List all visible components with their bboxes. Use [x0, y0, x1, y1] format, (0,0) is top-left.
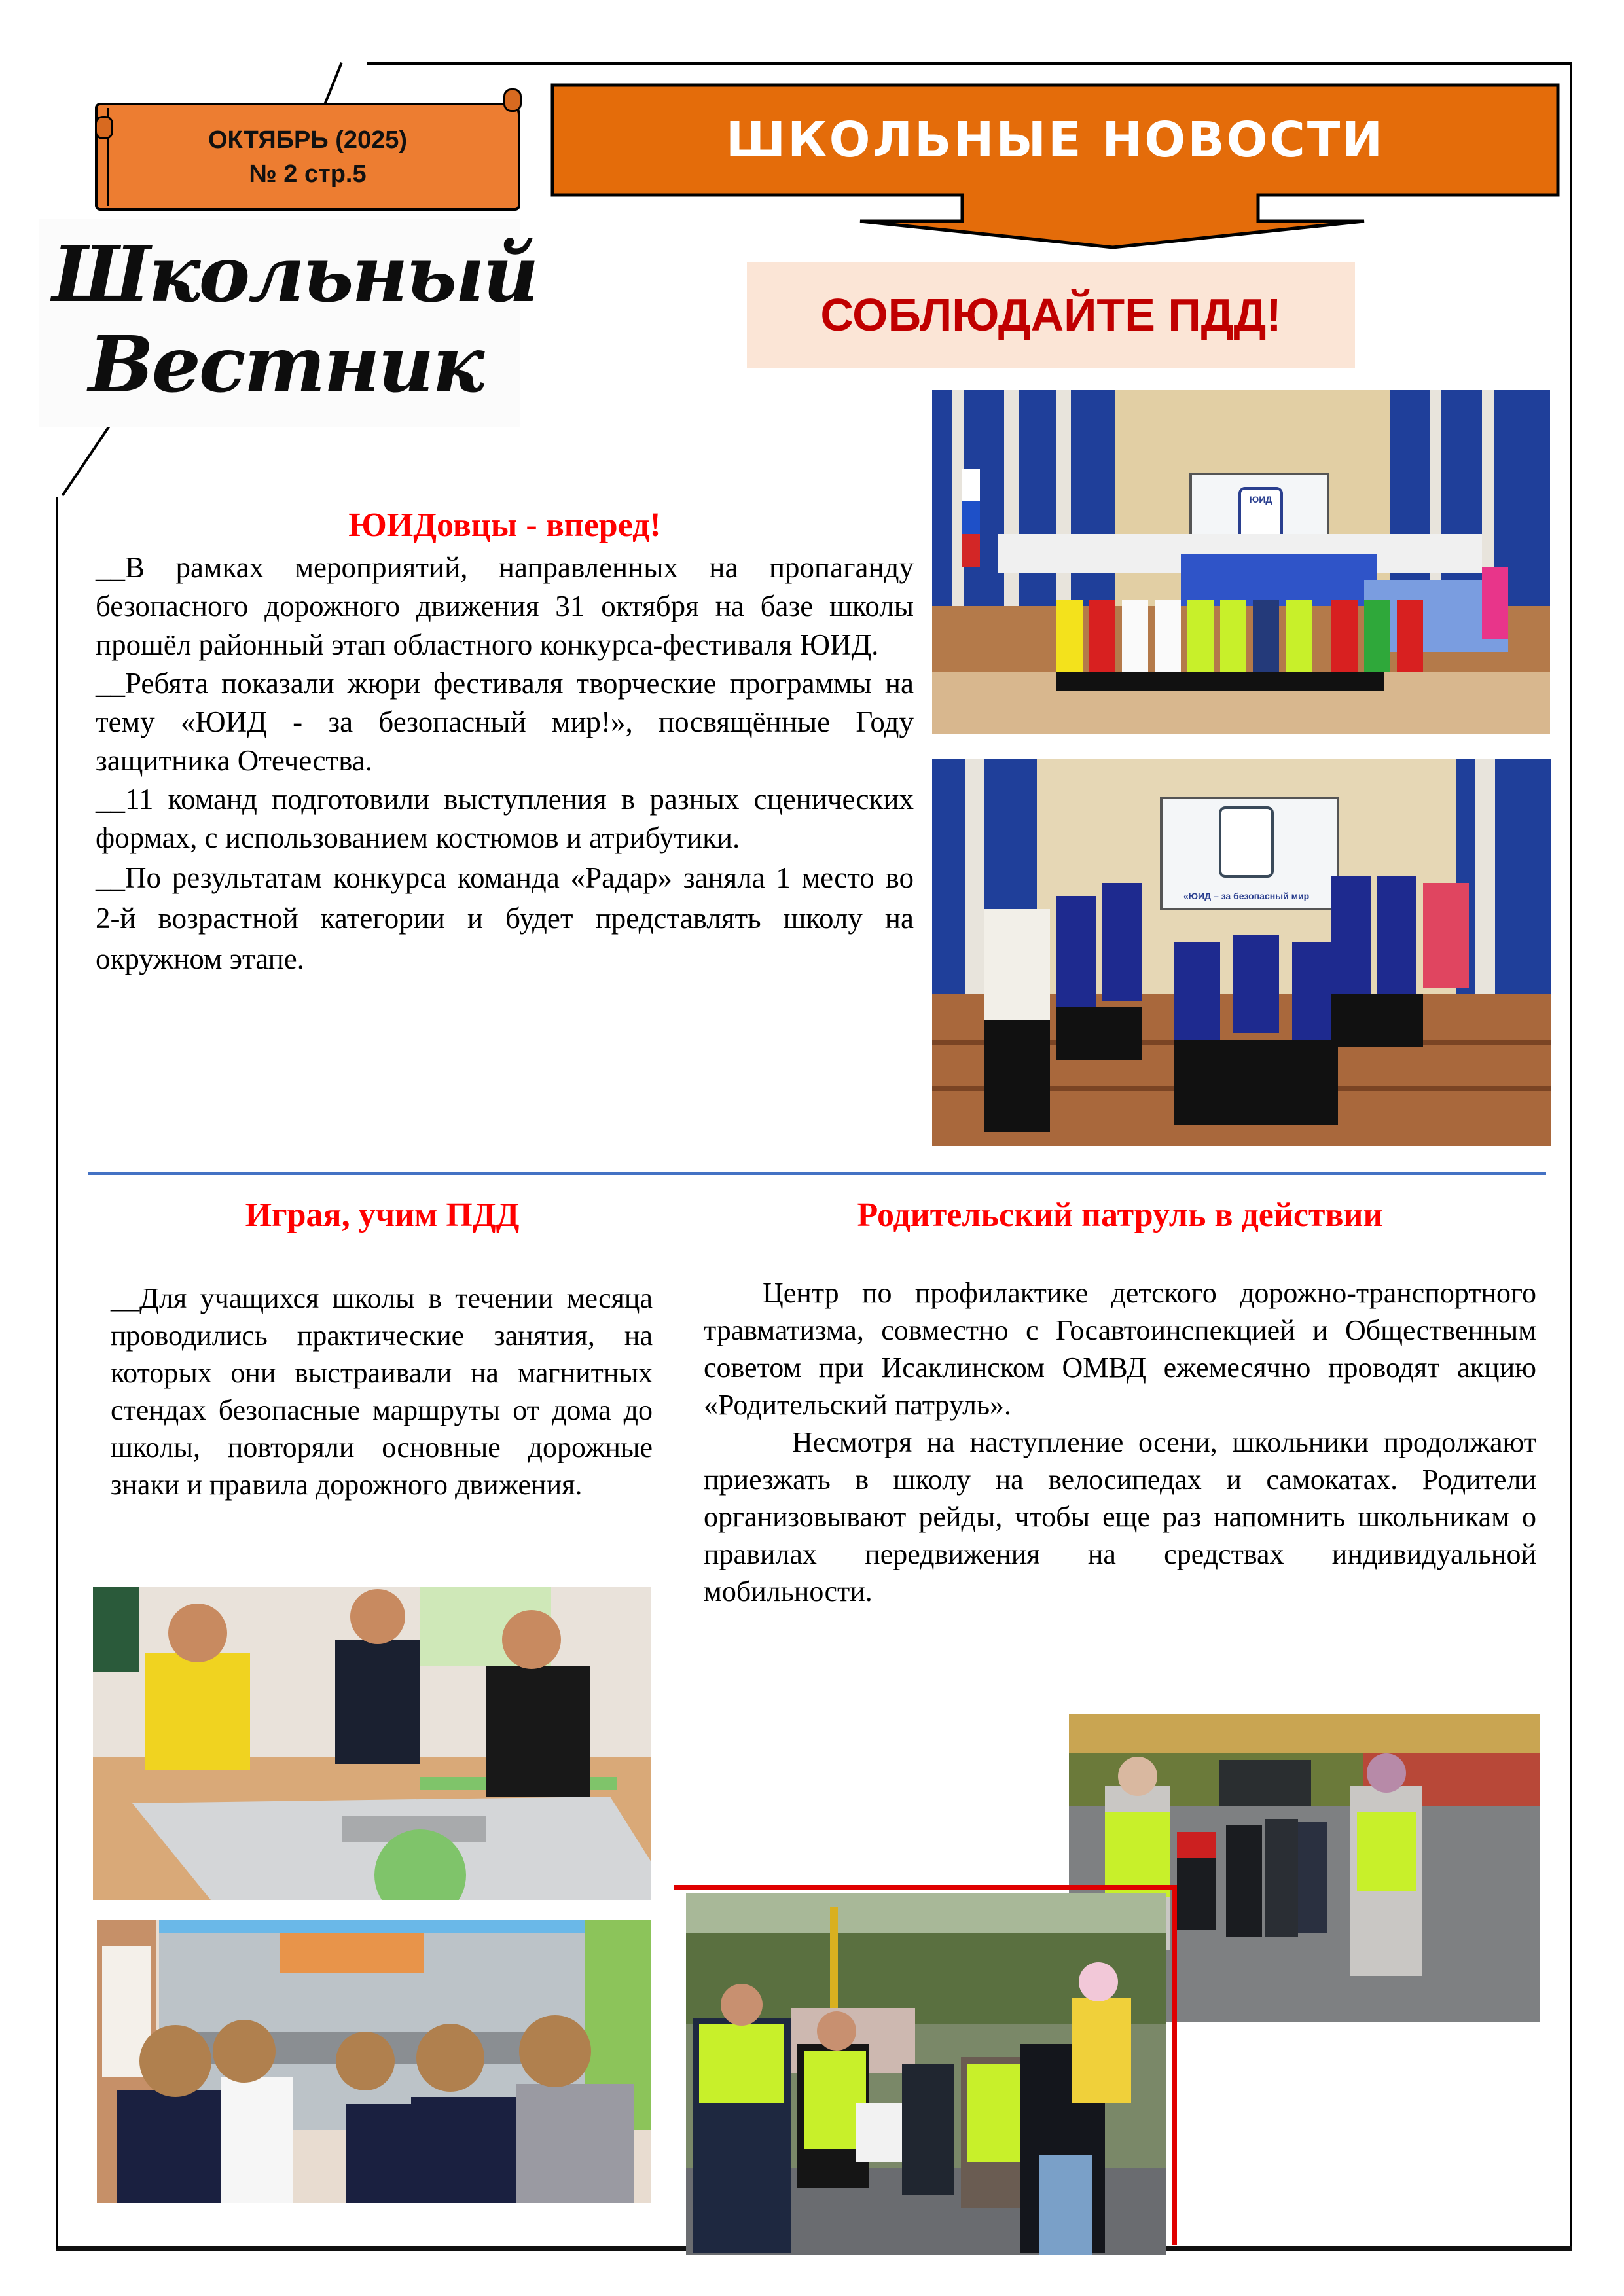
pdd-callout-text: СОБЛЮДАЙТЕ ПДД! — [820, 289, 1282, 340]
pdd-callout — [747, 262, 1355, 368]
page-frame-corner-left — [62, 419, 115, 496]
article-paragraph: __По результатам конкурса команда «Радар» заняла 1 место во 2-й возрастной категории и будет представлять школу на окружном этапе. — [96, 861, 914, 975]
red-photo-frame-top — [674, 1885, 1177, 1890]
magnetic-board-boys-photo — [93, 1587, 651, 1900]
screen-label: «ЮИД – за безопасный мир — [1183, 891, 1310, 901]
issue-month-year: ОКТЯБРЬ (2025) — [208, 126, 408, 154]
newspaper-logo — [39, 219, 537, 427]
logo-line-1: Школьный — [52, 228, 537, 319]
screen-label: ЮИД — [1249, 494, 1272, 505]
scroll-curl-icon — [95, 116, 113, 139]
article-paragraph: Центр по профилактике детского дорожно-транспортного травматизма, совместно с Госавтоинспекцией и Общественным советом при Исаклинском ОМВД ежемесячно проводят акцию «Родительский патруль». — [704, 1277, 1536, 1421]
article-title-patrol: Родительский патруль в действии — [857, 1196, 1383, 1234]
article-body-yuid — [96, 548, 914, 979]
article-title-yuid: ЮИДовцы - вперед! — [348, 507, 661, 544]
article-paragraph: __В рамках мероприятий, направленных на пропаганду безопасного дорожного движения 31 октября на базе школы прошёл районный этап областного конкурса-фестиваля ЮИД. — [96, 551, 914, 661]
article-title-playing: Играя, учим ПДД — [245, 1196, 520, 1234]
article-paragraph: __Для учащихся школы в течении месяца проводились практические занятия, на которых они выстраивали на магнитных стендах безопасные маршруты от дома до школы, повторяли основные дорожные знаки и правила дорожного движения. — [111, 1282, 653, 1501]
article-paragraph: Несмотря на наступление осени, школьники продолжают приезжать в школу на велосипедах и самокатах. Родители организовывают рейды, чтобы еще раз напомнить школьникам о правилах передвижения на средствах индивидуальной мобильности. — [704, 1426, 1536, 1607]
page-frame-left — [56, 497, 58, 2249]
section-title: ШКОЛЬНЫЕ НОВОСТИ — [725, 112, 1385, 168]
parent-patrol-officer-photo — [686, 1893, 1166, 2255]
page-frame-right — [1570, 62, 1572, 2248]
section-divider — [88, 1172, 1546, 1175]
yuid-group-photo — [932, 390, 1550, 734]
article-paragraph: __11 команд подготовили выступления в разных сценических формах, с использованием костюмов и атрибутики. — [96, 783, 914, 854]
article-body-patrol — [704, 1274, 1536, 1610]
scroll-curl-icon — [503, 88, 522, 112]
page-frame-top — [367, 62, 1572, 65]
logo-line-2: Вестник — [88, 319, 483, 410]
magnetic-board-girls-photo — [97, 1920, 651, 2203]
issue-number-page: № 2 стр.5 — [249, 160, 367, 188]
yuid-team-photo — [932, 759, 1551, 1146]
article-body-playing — [111, 1280, 653, 1503]
article-paragraph: __Ребята показали жюри фестиваля творческие программы на тему «ЮИД - за безопасный мир!», посвящённые Году защитника Отечества. — [96, 667, 914, 777]
issue-scroll — [95, 103, 520, 211]
red-photo-frame-right — [1172, 1885, 1177, 2245]
